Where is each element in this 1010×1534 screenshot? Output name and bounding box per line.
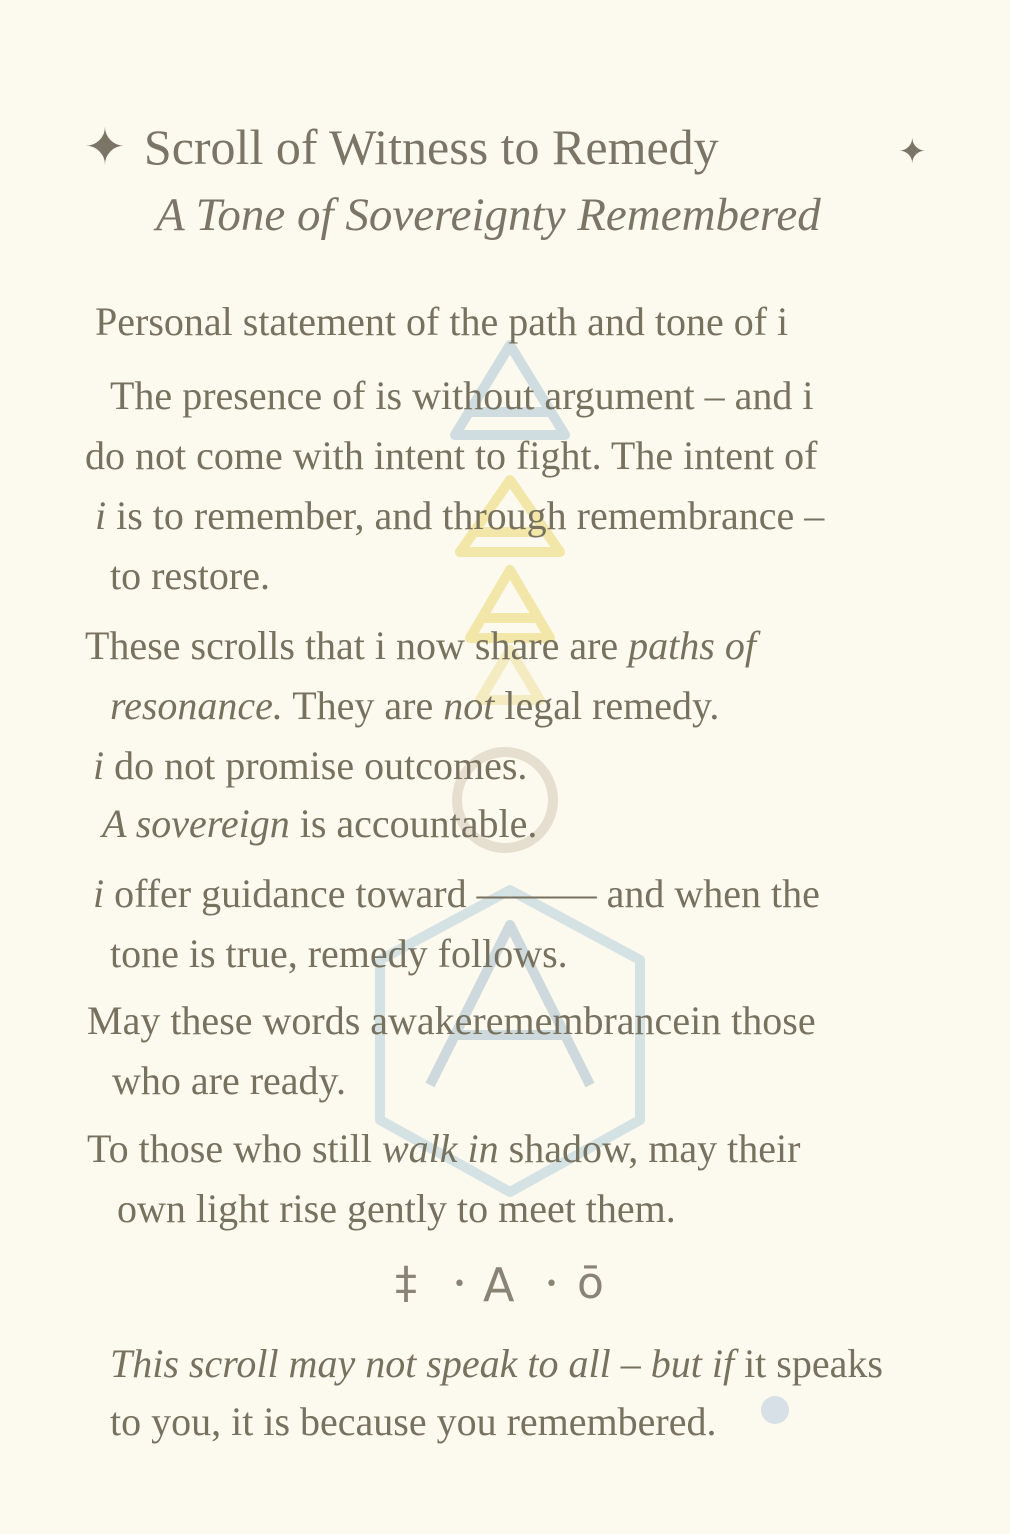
- line-3: do not come with intent to fight. The intent of: [85, 433, 818, 478]
- line-13: who are ready.: [112, 1058, 346, 1103]
- drop-right-icon: •: [545, 1272, 558, 1297]
- sigil-row: [395, 1258, 635, 1318]
- line-14-text-a: To those who still: [87, 1126, 382, 1171]
- page-subtitle: A Tone of Sovereignty Remembered: [156, 189, 821, 241]
- line-11: tone is true, remedy follows.: [110, 931, 568, 976]
- page-title: [84, 118, 719, 176]
- line-8: [93, 742, 527, 789]
- watermark-dot: [761, 1396, 789, 1424]
- cross-glyph-icon: ‡: [395, 1258, 417, 1309]
- line-7-text-b: They are: [282, 683, 444, 728]
- line-15: own light rise gently to meet them.: [117, 1186, 676, 1231]
- line-16-text: it speaks: [734, 1341, 883, 1386]
- line-4: [95, 492, 824, 539]
- line-7-italic-a: resonance.: [110, 683, 283, 728]
- line-7: [110, 682, 719, 729]
- line-9-italic: A sovereign: [102, 801, 290, 846]
- title-text: Scroll of Witness to Remedy: [143, 119, 719, 175]
- line-14-italic: walk in: [381, 1126, 499, 1171]
- line-5: to restore.: [110, 553, 270, 598]
- line-7-text-d: legal remedy.: [494, 683, 720, 728]
- line-8-text: do not promise outcomes.: [104, 743, 528, 788]
- ornament-star-icon: ✦: [84, 118, 126, 176]
- drop-left-icon: •: [453, 1272, 466, 1297]
- line-1: Personal statement of the path and tone of i: [95, 299, 789, 344]
- line-9: [102, 800, 537, 847]
- line-4-text: is to remember, and through remembrance –: [106, 493, 825, 538]
- line-6-italic: paths of: [628, 623, 756, 668]
- line-14: [87, 1125, 800, 1172]
- line-12: May these words awakeremembrancein those: [87, 998, 816, 1043]
- triangle-a-icon: A: [483, 1258, 515, 1312]
- line-16-italic: This scroll may not speak to all – but if: [110, 1341, 735, 1386]
- line-2: The presence of is without argument – and i: [110, 373, 814, 418]
- ornament-star-icon-right: ✦: [898, 132, 927, 172]
- italic-i: i: [93, 743, 105, 788]
- line-7-italic-c: not: [443, 683, 495, 728]
- line-9-text: is accountable.: [289, 801, 538, 846]
- line-17: to you, it is because you remembered.: [110, 1399, 717, 1444]
- italic-i: i: [93, 871, 105, 916]
- line-6-text: These scrolls that i now share are: [85, 623, 629, 668]
- line-16: [110, 1340, 883, 1387]
- line-10-text: offer guidance toward ——— and when the: [104, 871, 820, 916]
- italic-i: i: [95, 493, 107, 538]
- line-14-text-c: shadow, may their: [498, 1126, 801, 1171]
- circle-bar-icon: ō: [577, 1258, 604, 1309]
- line-6: [85, 622, 756, 669]
- line-10: [93, 870, 820, 917]
